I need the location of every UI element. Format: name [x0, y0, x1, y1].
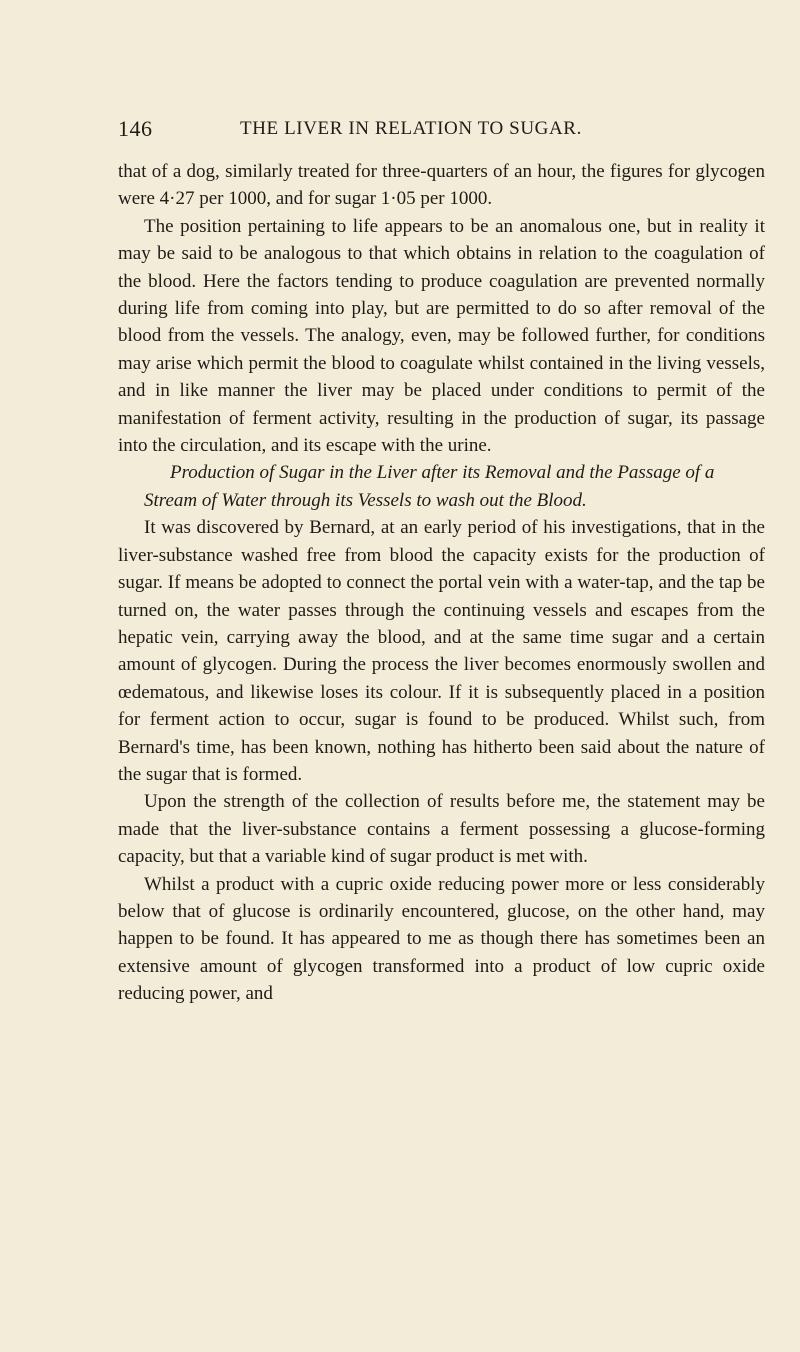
- section-heading: Production of Sugar in the Liver after its Removal and the Passage of a Stream of Water through its Vessels to wash out the Blood.: [144, 462, 715, 511]
- running-head: THE LIVER IN RELATION TO SUGAR.: [240, 118, 582, 139]
- paragraph: It was discovered by Bernard, at an early period of his investigations, that in the liver-substance washed free from blood the capacity exists for the production of sugar. If means be adopted to connect the portal vein with a water-tap, and the tap be turned on, the water passes through the continuing vessels and escapes from the hepatic vein, carrying away the blood, and at the same time sugar and a certain amount of glycogen. During the process the liver becomes enormously swollen and œdematous, and likewise loses its colour. If it is subsequently placed in a position for ferment action to occur, sugar is found to be produced. Whilst such, from Bernard's time, has been known, nothing has hitherto been said about the nature of the sugar that is formed.: [118, 517, 765, 785]
- page-number: 146: [118, 116, 153, 141]
- paragraph: Whilst a product with a cupric oxide reducing power more or less considerably below that of glucose is ordinarily encountered, glucose, on the other hand, may happen to be found. It has appeared to me as though there has sometimes been an extensive amount of glycogen transformed into a product of low cupric oxide reducing power, and: [118, 873, 765, 1005]
- page-header: [118, 116, 758, 146]
- body-text: [118, 158, 765, 1008]
- paragraph: The position pertaining to life appears to be an anomalous one, but in reality it may be said to be analogous to that which obtains in relation to the coagulation of the blood. Here the factors tending to produce coagulation are prevented normally during life from coming into play, but are permitted to do so after removal of the blood from the vessels. The analogy, even, may be followed further, for conditions may arise which permit the blood to coagulate whilst contained in the living vessels, and in like manner the liver may be placed under conditions to permit of the manifestation of ferment activity, resulting in the production of sugar, its passage into the circulation, and its escape with the urine.: [118, 215, 765, 457]
- paragraph: Upon the strength of the collection of results before me, the statement may be made that the liver-substance contains a ferment possessing a glucose-forming capacity, but that a variable kind of sugar product is met with.: [118, 791, 765, 868]
- paragraph-continuation: that of a dog, similarly treated for three-quarters of an hour, the figures for glycogen were 4·27 per 1000, and for sugar 1·05 per 1000.: [118, 161, 765, 210]
